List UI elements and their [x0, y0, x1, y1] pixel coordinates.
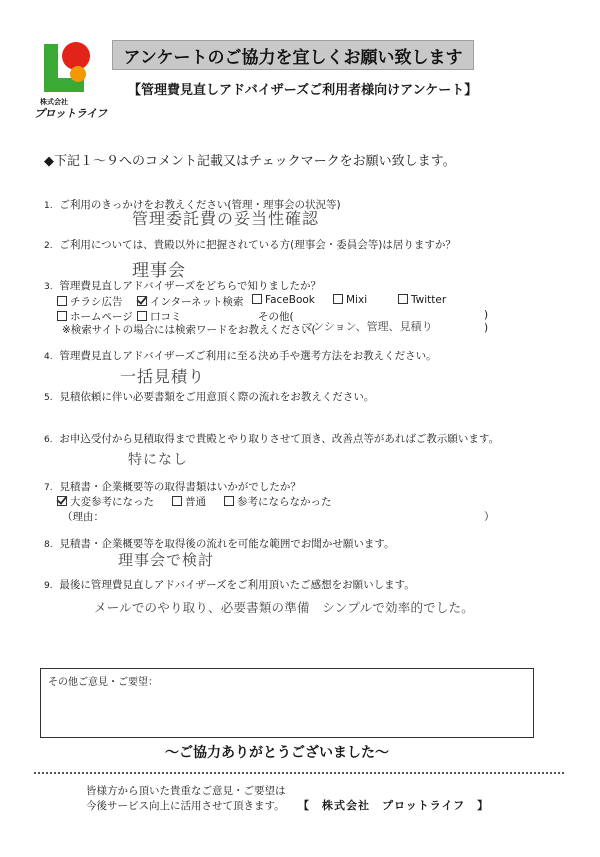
comments-label: その他ご意見・ご要望： [48, 677, 158, 688]
option-label: Twitter [411, 294, 447, 306]
question-text: 管理費見直しアドバイザーズご利用に至る決め手や選考方法をお教えください。 [59, 350, 437, 362]
answer-6[interactable]: 特になし [128, 452, 188, 468]
question-number: 8. [44, 540, 53, 550]
instruction-text: ◆下記１～９へのコメント記載又はチェックマークをお願い致します。 [44, 154, 456, 169]
checkbox[interactable] [172, 496, 182, 506]
checkbox[interactable] [252, 294, 262, 304]
option-facebook[interactable] [252, 294, 315, 306]
checkbox[interactable] [398, 294, 408, 304]
search-word-answer[interactable]: マンション、管理、見積り [302, 320, 433, 333]
footer-company: 【 株式会社 プロットライフ 】 [298, 799, 490, 812]
survey-subtitle: 【管理費見直しアドバイザーズご利用者様向けアンケート】 [128, 83, 478, 98]
option-other-close: ) [484, 309, 489, 321]
option-label: インターネット検索 [150, 296, 244, 308]
question-text: 見積書・企業概要等を取得後の流れを可能な範囲でお聞かせ願います。 [59, 538, 395, 550]
reason-close: ） [484, 511, 495, 523]
option-label: 口コミ [150, 311, 182, 323]
question-number: 7. [44, 483, 53, 493]
question-9 [44, 577, 415, 592]
search-word-close: ) [484, 322, 489, 334]
question-number: 9. [44, 581, 53, 591]
option-mixi[interactable] [333, 294, 367, 306]
checkbox[interactable] [333, 294, 343, 304]
footer-note-line: 今後サービス向上に活用させて頂きます。 [86, 800, 285, 812]
option-flyer[interactable] [57, 294, 123, 309]
question-text: 最後に管理費見直しアドバイザーズをご利用頂いたご感想をお願いします。 [59, 579, 415, 591]
question-text: 見積書・企業概要等の取得書類はいかがでしたか？ [59, 481, 301, 493]
option-label: Mixi [346, 294, 368, 306]
option-label: ホームページ [70, 311, 133, 323]
footer-note [86, 784, 286, 814]
reason-label: （理由： [62, 511, 104, 523]
thanks-message: ～ご協力ありがとうございました～ [165, 745, 389, 761]
option-very-useful[interactable] [57, 494, 154, 509]
option-twitter[interactable] [398, 294, 446, 306]
company-brand-name: プロットライフ [34, 107, 107, 120]
question-3 [44, 278, 321, 293]
option-label: 普通 [185, 496, 206, 508]
option-not-useful[interactable] [224, 494, 332, 509]
question-number: 6. [44, 435, 53, 445]
checkbox-checked[interactable] [57, 496, 67, 506]
question-number: 5. [44, 393, 53, 403]
question-6 [44, 431, 499, 446]
checkbox-checked[interactable] [137, 296, 147, 306]
question-number: 4. [44, 352, 53, 362]
question-number: 1. [44, 201, 53, 211]
answer-2[interactable]: 理事会 [132, 261, 186, 281]
answer-1[interactable]: 管理委託費の妥当性確認 [132, 209, 320, 228]
footer-divider [34, 772, 564, 774]
answer-8[interactable]: 理事会で検討 [118, 551, 215, 569]
survey-banner: アンケートのご協力を宜しくお願い致します [112, 40, 474, 70]
question-2 [44, 237, 456, 252]
checkbox[interactable] [57, 311, 67, 321]
option-internet[interactable] [137, 294, 244, 309]
logo-orange-circle [70, 66, 86, 82]
question-7 [44, 479, 301, 494]
question-number: 3. [44, 282, 53, 292]
option-label: FaceBook [265, 294, 315, 306]
company-logo [38, 40, 100, 100]
option-label: チラシ広告 [70, 296, 123, 308]
answer-4[interactable]: 一括見積り [120, 367, 206, 386]
question-text: ご利用のきっかけをお教えください(管理・理事会の状況等) [59, 199, 341, 211]
question-number: 2. [44, 241, 53, 251]
checkbox[interactable] [57, 296, 67, 306]
answer-9[interactable]: メールでのやり取り、必要書類の準備 シンプルで効率的でした。 [94, 600, 474, 615]
question-text: 見積依頼に伴い必要書類をご用意頂く際の流れをお教えください。 [59, 391, 375, 403]
question-text: 管理費見直しアドバイザーズをどちらで知りましたか？ [59, 280, 322, 292]
option-label: その他( [258, 311, 294, 323]
option-label: 大変参考になった [70, 496, 154, 508]
logo-red-circle [62, 42, 90, 70]
question-text: ご利用については、貴殿以外に把握されている方(理事会・委員会等)は居りますか？ [59, 239, 456, 251]
question-5 [44, 389, 374, 404]
company-type-label: 株式会社 [40, 98, 68, 106]
search-word-note: ※検索サイトの場合には検索ワードをお教えください( [62, 324, 316, 336]
question-4 [44, 348, 437, 363]
option-label: 参考にならなかった [237, 496, 332, 508]
question-8 [44, 536, 395, 551]
question-text: お申込受付から見積取得まで貴殿とやり取りさせて頂き、改善点等があればご教示願います。 [59, 433, 500, 445]
option-normal[interactable] [172, 494, 206, 509]
checkbox[interactable] [137, 311, 147, 321]
checkbox[interactable] [224, 496, 234, 506]
footer-note-line: 皆様方から頂いた貴重なご意見・ご要望は [86, 785, 286, 797]
